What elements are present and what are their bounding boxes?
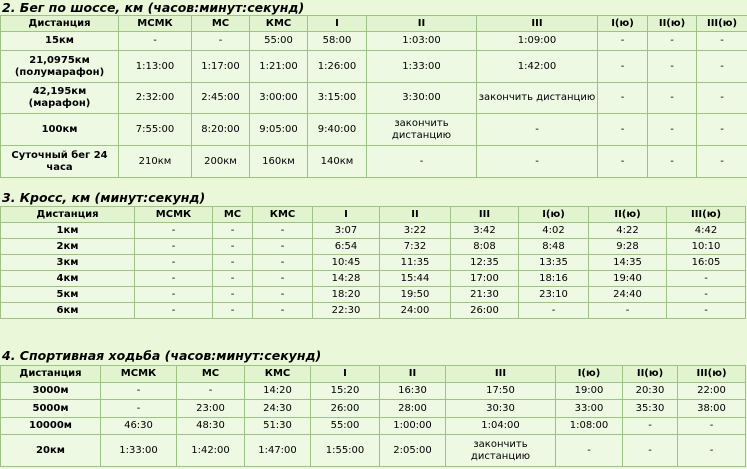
col-header: II(ю) <box>623 366 678 383</box>
value-cell: 46:30 <box>101 418 177 435</box>
value-cell: 1:33:00 <box>101 435 177 467</box>
value-cell: 16:30 <box>380 383 446 400</box>
col-header: II(ю) <box>648 16 697 32</box>
value-cell: 15:20 <box>311 383 380 400</box>
value-cell: 140км <box>308 146 367 178</box>
value-cell: - <box>367 146 477 178</box>
col-header: МСМК <box>119 16 192 32</box>
value-cell: 3:07 <box>313 223 380 239</box>
value-cell: 210км <box>119 146 192 178</box>
col-header: I(ю) <box>598 16 648 32</box>
value-cell: - <box>519 303 589 319</box>
col-header: I(ю) <box>519 207 589 223</box>
value-cell: - <box>667 303 746 319</box>
value-cell: - <box>135 239 213 255</box>
distance-cell: 2км <box>1 239 135 255</box>
col-header: Дистанция <box>1 366 101 383</box>
value-cell: - <box>598 51 648 83</box>
col-header: III <box>446 366 556 383</box>
value-cell: - <box>556 435 623 467</box>
value-cell: - <box>177 383 245 400</box>
value-cell: 35:30 <box>623 400 678 418</box>
value-cell: 55:00 <box>311 418 380 435</box>
value-cell: 2:05:00 <box>380 435 446 467</box>
value-cell: 1:42:00 <box>477 51 598 83</box>
value-cell: 7:32 <box>380 239 451 255</box>
value-cell: 8:08 <box>451 239 519 255</box>
value-cell: 3:30:00 <box>367 83 477 114</box>
value-cell: 19:40 <box>589 271 667 287</box>
value-cell: 22:00 <box>678 383 746 400</box>
table-row <box>1 32 747 51</box>
value-cell: - <box>213 223 253 239</box>
value-cell: - <box>598 32 648 51</box>
value-cell: 3:42 <box>451 223 519 239</box>
value-cell: 24:30 <box>245 400 311 418</box>
distance-cell: 5000м <box>1 400 101 418</box>
col-header: Дистанция <box>1 207 135 223</box>
col-header: III(ю) <box>678 366 746 383</box>
value-cell: - <box>697 114 747 146</box>
value-cell: - <box>253 223 313 239</box>
section-road-running <box>0 0 747 178</box>
value-cell: 22:30 <box>313 303 380 319</box>
value-cell: 23:00 <box>177 400 245 418</box>
value-cell: 26:00 <box>311 400 380 418</box>
value-cell: - <box>213 255 253 271</box>
value-cell: 1:42:00 <box>177 435 245 467</box>
value-cell: 10:45 <box>313 255 380 271</box>
value-cell: - <box>623 435 678 467</box>
col-header: III(ю) <box>697 16 747 32</box>
col-header: МС <box>177 366 245 383</box>
header-row <box>1 366 746 383</box>
distance-cell: 21,0975км (полумарафон) <box>1 51 119 83</box>
value-cell: 51:30 <box>245 418 311 435</box>
value-cell: 18:16 <box>519 271 589 287</box>
value-cell: 24:40 <box>589 287 667 303</box>
value-cell: - <box>253 271 313 287</box>
value-cell: закончить дистанцию <box>367 114 477 146</box>
section-cross-country <box>0 190 746 319</box>
value-cell: - <box>598 114 648 146</box>
section-title: 3. Кросс, км (минут:секунд) <box>2 190 206 205</box>
col-header: I <box>311 366 380 383</box>
value-cell: - <box>101 400 177 418</box>
value-cell: 9:05:00 <box>250 114 308 146</box>
value-cell: - <box>648 114 697 146</box>
value-cell: - <box>253 287 313 303</box>
col-header: III <box>477 16 598 32</box>
distance-cell: 10000м <box>1 418 101 435</box>
value-cell: - <box>697 51 747 83</box>
distance-cell: 3км <box>1 255 135 271</box>
value-cell: 15:44 <box>380 271 451 287</box>
value-cell: 11:35 <box>380 255 451 271</box>
value-cell: - <box>135 223 213 239</box>
value-cell: - <box>598 146 648 178</box>
col-header: МС <box>213 207 253 223</box>
col-header: Дистанция <box>1 16 119 32</box>
value-cell: - <box>253 255 313 271</box>
value-cell: 9:40:00 <box>308 114 367 146</box>
value-cell: 1:33:00 <box>367 51 477 83</box>
value-cell: 10:10 <box>667 239 746 255</box>
distance-cell: 5км <box>1 287 135 303</box>
col-header: II(ю) <box>589 207 667 223</box>
value-cell: 1:21:00 <box>250 51 308 83</box>
section-title: 4. Спортивная ходьба (часов:минут:секунд) <box>2 348 322 363</box>
value-cell: - <box>135 303 213 319</box>
value-cell: 1:13:00 <box>119 51 192 83</box>
value-cell: 4:42 <box>667 223 746 239</box>
value-cell: - <box>213 303 253 319</box>
distance-cell: 1км <box>1 223 135 239</box>
value-cell: 12:35 <box>451 255 519 271</box>
distance-cell: 4км <box>1 271 135 287</box>
value-cell: - <box>119 32 192 51</box>
value-cell: 2:45:00 <box>192 83 250 114</box>
value-cell: 19:00 <box>556 383 623 400</box>
value-cell: - <box>213 239 253 255</box>
table-row <box>1 418 746 435</box>
value-cell: 1:47:00 <box>245 435 311 467</box>
value-cell: 16:05 <box>667 255 746 271</box>
col-header: III(ю) <box>667 207 746 223</box>
distance-cell: 100км <box>1 114 119 146</box>
value-cell: 200км <box>192 146 250 178</box>
table-row <box>1 400 746 418</box>
value-cell: 21:30 <box>451 287 519 303</box>
value-cell: 23:10 <box>519 287 589 303</box>
distance-cell: 15км <box>1 32 119 51</box>
value-cell: 30:30 <box>446 400 556 418</box>
value-cell: 28:00 <box>380 400 446 418</box>
value-cell: 18:20 <box>313 287 380 303</box>
value-cell: 38:00 <box>678 400 746 418</box>
section-race-walking <box>0 348 746 467</box>
value-cell: 7:55:00 <box>119 114 192 146</box>
value-cell: - <box>135 271 213 287</box>
value-cell: 58:00 <box>308 32 367 51</box>
table-row <box>1 287 746 303</box>
value-cell: - <box>648 146 697 178</box>
col-header: МСМК <box>101 366 177 383</box>
header-row <box>1 16 747 32</box>
value-cell: 17:50 <box>446 383 556 400</box>
value-cell: 1:00:00 <box>380 418 446 435</box>
col-header: МСМК <box>135 207 213 223</box>
table-row <box>1 303 746 319</box>
value-cell: - <box>667 287 746 303</box>
value-cell: 3:22 <box>380 223 451 239</box>
value-cell: - <box>697 146 747 178</box>
value-cell: - <box>101 383 177 400</box>
value-cell: 4:22 <box>589 223 667 239</box>
value-cell: - <box>598 83 648 114</box>
value-cell: 9:28 <box>589 239 667 255</box>
value-cell: 3:15:00 <box>308 83 367 114</box>
value-cell: 26:00 <box>451 303 519 319</box>
col-header: МС <box>192 16 250 32</box>
col-header: II <box>367 16 477 32</box>
value-cell: - <box>678 435 746 467</box>
table-row <box>1 146 747 178</box>
value-cell: 1:09:00 <box>477 32 598 51</box>
table-row <box>1 255 746 271</box>
section-title: 2. Бег по шоссе, км (часов:минут:секунд) <box>2 0 305 15</box>
value-cell: - <box>648 83 697 114</box>
distance-cell: 6км <box>1 303 135 319</box>
value-cell: - <box>253 239 313 255</box>
col-header: II <box>380 366 446 383</box>
value-cell: 14:20 <box>245 383 311 400</box>
value-cell: 6:54 <box>313 239 380 255</box>
value-cell: 1:08:00 <box>556 418 623 435</box>
table-row <box>1 83 747 114</box>
header-row <box>1 207 746 223</box>
standards-table <box>0 15 747 178</box>
value-cell: 2:32:00 <box>119 83 192 114</box>
table-row <box>1 223 746 239</box>
value-cell: 48:30 <box>177 418 245 435</box>
value-cell: - <box>697 32 747 51</box>
table-row <box>1 435 746 467</box>
value-cell: - <box>648 32 697 51</box>
value-cell: 4:02 <box>519 223 589 239</box>
table-row <box>1 271 746 287</box>
value-cell: - <box>477 114 598 146</box>
value-cell: - <box>678 418 746 435</box>
value-cell: - <box>213 287 253 303</box>
value-cell: - <box>213 271 253 287</box>
table-row <box>1 383 746 400</box>
value-cell: 14:35 <box>589 255 667 271</box>
distance-cell: 20км <box>1 435 101 467</box>
value-cell: 14:28 <box>313 271 380 287</box>
col-header: I(ю) <box>556 366 623 383</box>
table-row <box>1 239 746 255</box>
value-cell: - <box>648 51 697 83</box>
table-row <box>1 51 747 83</box>
value-cell: 19:50 <box>380 287 451 303</box>
value-cell: - <box>477 146 598 178</box>
value-cell: закончить дистанцию <box>446 435 556 467</box>
value-cell: 8:20:00 <box>192 114 250 146</box>
col-header: III <box>451 207 519 223</box>
value-cell: - <box>697 83 747 114</box>
value-cell: 8:48 <box>519 239 589 255</box>
value-cell: закончить дистанцию <box>477 83 598 114</box>
value-cell: 3:00:00 <box>250 83 308 114</box>
value-cell: 33:00 <box>556 400 623 418</box>
value-cell: 1:04:00 <box>446 418 556 435</box>
value-cell: - <box>135 255 213 271</box>
col-header: I <box>308 16 367 32</box>
value-cell: 160км <box>250 146 308 178</box>
value-cell: 1:26:00 <box>308 51 367 83</box>
col-header: КМС <box>253 207 313 223</box>
value-cell: 24:00 <box>380 303 451 319</box>
col-header: II <box>380 207 451 223</box>
value-cell: - <box>667 271 746 287</box>
value-cell: 1:03:00 <box>367 32 477 51</box>
value-cell: 1:55:00 <box>311 435 380 467</box>
col-header: КМС <box>245 366 311 383</box>
value-cell: - <box>589 303 667 319</box>
value-cell: - <box>192 32 250 51</box>
standards-table <box>0 365 746 467</box>
value-cell: - <box>623 418 678 435</box>
col-header: I <box>313 207 380 223</box>
distance-cell: 42,195км (марафон) <box>1 83 119 114</box>
value-cell: - <box>135 287 213 303</box>
col-header: КМС <box>250 16 308 32</box>
table-row <box>1 114 747 146</box>
value-cell: 1:17:00 <box>192 51 250 83</box>
distance-cell: 3000м <box>1 383 101 400</box>
value-cell: 20:30 <box>623 383 678 400</box>
standards-table <box>0 206 746 319</box>
distance-cell: Суточный бег 24 часа <box>1 146 119 178</box>
value-cell: 17:00 <box>451 271 519 287</box>
value-cell: 55:00 <box>250 32 308 51</box>
value-cell: 13:35 <box>519 255 589 271</box>
value-cell: - <box>253 303 313 319</box>
